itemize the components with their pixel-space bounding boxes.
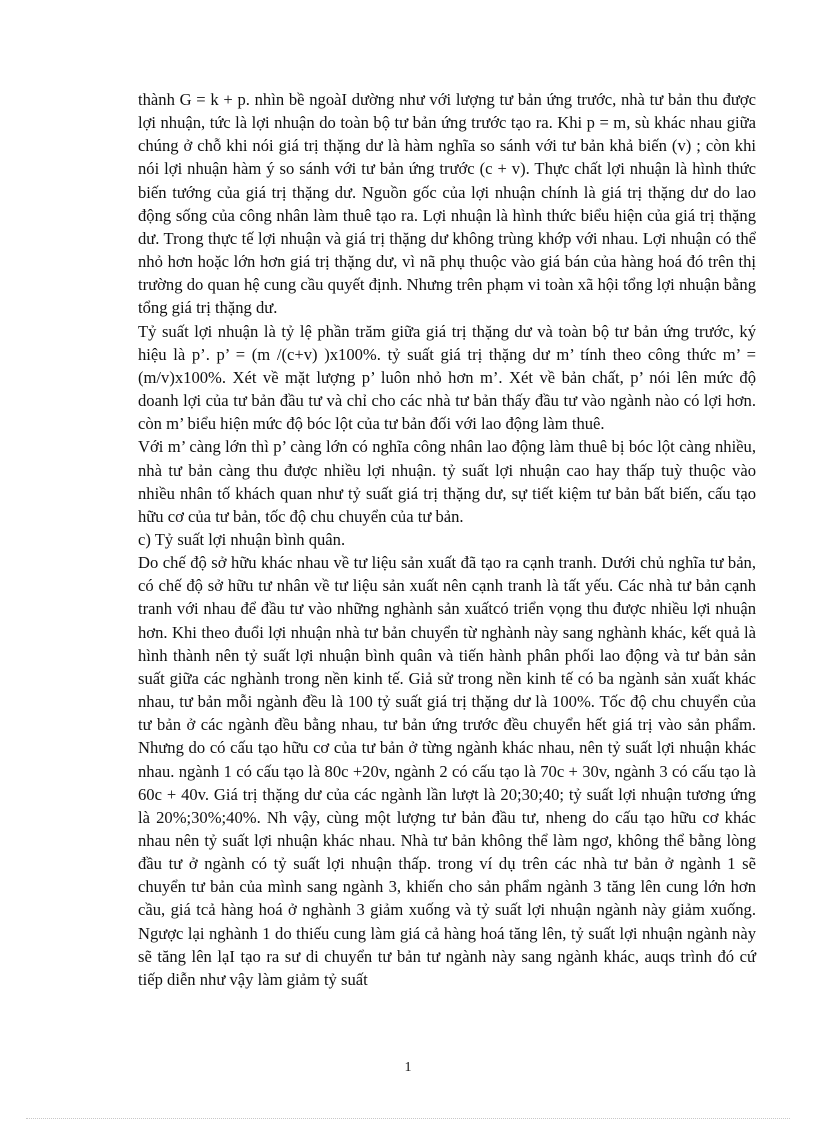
paragraph-profit-rate: Tỷ suất lợi nhuận là tỷ lệ phần trăm giữa giá trị thặng dư và toàn bộ tư bản ứng trước, ký hiệu là p’. p’ = (m /(c+v) )x100%. tỷ suất giá trị thặng dư m’ tính theo công thức m’ = (m/v)x100%. Xét về mặt lượng p’ luôn nhỏ hơn m’. Xét về bản chất, p’ nói lên mức độ doanh lợi của tư bản đầu tư và chỉ cho các nhà tư bản thấy đầu tư vào ngành nào có lợi hơn. còn m’ biểu hiện mức độ bóc lột của tư bản đối với lao động làm thuê. xyxy=(138,321,756,434)
document-body xyxy=(138,88,756,991)
section-heading-average-profit-rate: c) Tỷ suất lợi nhuận bình quân. xyxy=(138,529,346,549)
paragraph-competition: Do chế độ sở hữu khác nhau về tư liệu sản xuất đã tạo ra cạnh tranh. Dưới chủ nghĩa tư bản, có chế độ sở hữu tư nhân về tư liệu sản xuất nên cạnh tranh là tất yếu. Các nhà tư bản cạnh tranh với nhau để đầu tư vào những nghành sản xuấtcó triển vọng thu được nhiều lợi nhuận hơn. Khi theo đuổi lợi nhuận nhà tư bản chuyển từ nghành này sang nghành khác, kết quả là hình thành nên tỷ suất lợi nhuận bình quân và tiến hành phân phối lao động và tư bản sản suất giữa các nghành trong nền kinh tế. Giả sử trong nền kinh tế có ba ngành sản xuất khác nhau, tư bản mỗi ngành đều là 100 tỷ suất giá trị thặng dư là 100%. Tốc độ chu chuyển của tư bản ở các ngành đều bằng nhau, tư bản ứng trước đều chuyển hết giá trị vào sản phẩm. Nhưng do có cấu tạo hữu cơ của tư bản ở từng ngành khác nhau, nên tỷ suất lợi nhuận khác nhau. ngành 1 có cấu tạo là 80c +20v, ngành 2 có cấu tạo là 70c + 30v, ngành 3 có cấu tạo là 60c + 40v. Giá trị thặng dư của các ngành lần lượt là 20;30;40; tỷ suất lợi nhuận tương ứng là 20%;30%;40%. Nh vậy, cùng một lượng tư bản đầu tư, nheng do cấu tạo hữu cơ khác nhau nên tỷ suất lợi nhuận khác nhau. Nhà tư bản không thể làm ngơ, không thể bằng lòng đầu tư ở ngành có tỷ suất lợi nhuận thấp. trong ví dụ trên các nhà tư bản ở ngành 1 sẽ chuyển tư bản của mình sang ngành 3, khiến cho sản phẩm ngành 3 tăng lên cung lớn hơn cầu, giá tcả hàng hoá ở nghành 3 giảm xuống và tỷ suất lợi nhuận ngành này giảm xuống. Ngược lại nghành 1 do thiếu cung làm giá cả hàng hoá tăng lên, tỷ suất lợi nhuận ngành này sẽ tăng lên lạI tạo ra sư di chuyển tư bản tư ngành này sang ngành khác, auqs trình đó cứ tiếp diễn như vậy làm giảm tỷ suất xyxy=(138,553,756,989)
page-number: 1 xyxy=(404,1060,412,1075)
paragraph-profit-rate-factors: Với m’ càng lớn thì p’ càng lớn có nghĩa công nhân lao động làm thuê bị bóc lột càng nhiều, nhà tư bản càng thu được nhiều lợi nhuận. tỷ suất lợi nhuận cao hay thấp tuỳ thuộc vào nhiều nhân tố khách quan như tỷ suất giá trị thặng dư, sự tiết kiệm tư bản bất biến, cấu tạo hữu cơ của tư bản, tốc độ chu chuyển của tư bản. xyxy=(138,437,756,526)
paragraph-profit-definition: thành G = k + p. nhìn bề ngoàI dường như với lượng tư bản ứng trước, nhà tư bản thu được lợi nhuận, tức là lợi nhuận do toàn bộ tư bản ứng trước tạo ra. Khi p = m, sù khác nhau giữa chúng ở chỗ khi nói giá trị thặng dư là hàm nghĩa so sánh với tư bản khả biến (v) ; còn khi nói lợi nhuận hàm ý so sánh với tư bản ứng trước (c + v). Thực chất lợi nhuận là hình thức biến tướng của giá trị thặng dư. Nguồn gốc của lợi nhuận chính là giá trị thặng dư do lao động sống của công nhân làm thuê tạo ra. Lợi nhuận là hình thức biểu hiện của giá trị thặng dư. Trong thực tế lợi nhuận và giá trị thặng dư không trùng khớp với nhau. Lợi nhuận có thể nhỏ hơn hoặc lớn hơn giá trị thặng dư, vì nã phụ thuộc vào giá bán của hàng hoá đó trên thị trường do quan hệ cung cầu quyết định. Nhưng trên phạm vi toàn xã hội tổng lợi nhuận bằng tổng giá trị thặng dư. xyxy=(138,90,756,318)
page-bottom-edge xyxy=(26,1118,790,1119)
